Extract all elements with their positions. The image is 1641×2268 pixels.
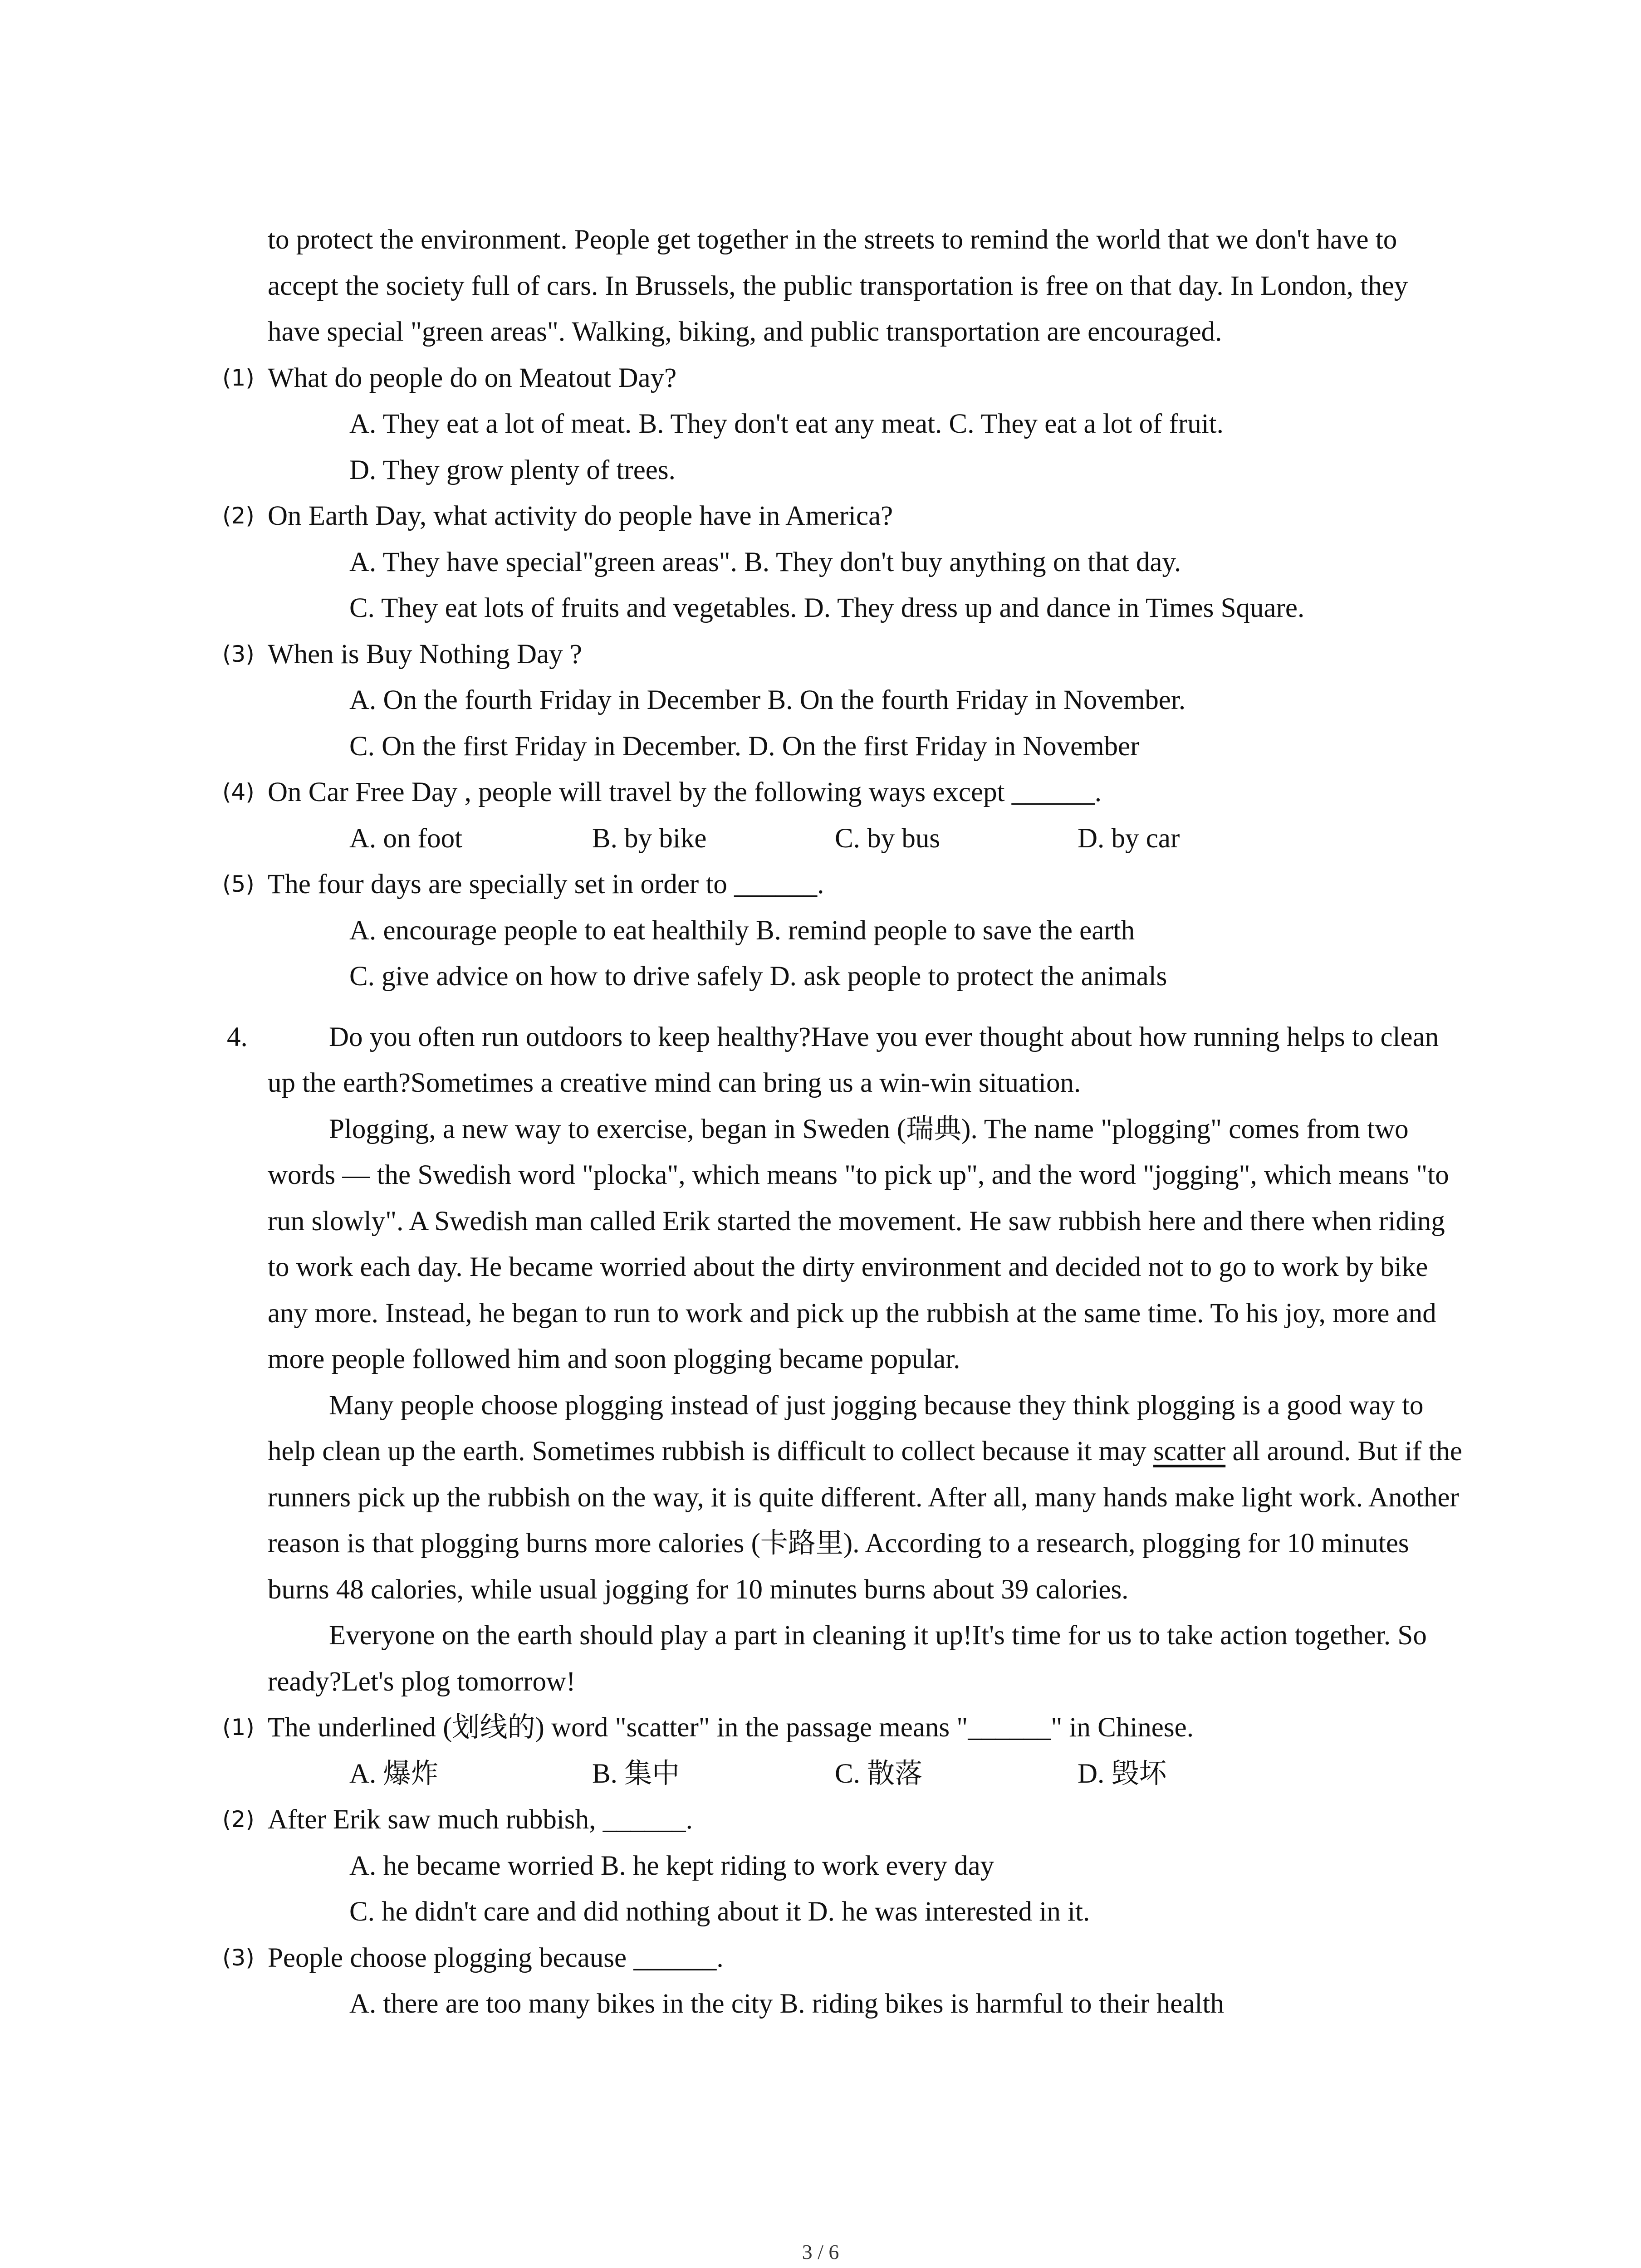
intro-paragraph: to protect the environment. People get together in the streets to remind the world that we don't have to accept the society full of cars. In Brussels, the public transportation is free on that day. In London, they have special "green areas". Walking, biking, and public transportation are encouraged. <box>268 225 1408 347</box>
option-grid <box>268 816 1465 862</box>
question-block <box>222 1705 1465 1751</box>
question-block <box>222 1935 1465 1981</box>
question-number: (2) <box>222 503 255 529</box>
question-text: After Erik saw much rubbish, ______. <box>268 1804 693 1835</box>
question-block <box>222 631 1465 678</box>
option-line: C. give advice on how to drive safely D. ask people to protect the animals <box>349 961 1167 992</box>
page-content <box>222 217 1465 2027</box>
option-line: A. On the fourth Friday in December B. On the fourth Friday in November. <box>349 685 1186 715</box>
question-text: On Car Free Day , people will travel by the following ways except ______. <box>268 777 1102 807</box>
option-line: C. They eat lots of fruits and vegetables. D. They dress up and dance in Times Square. <box>349 593 1305 623</box>
option-line: D. They grow plenty of trees. <box>349 455 676 485</box>
item-number: 4. <box>227 1022 248 1052</box>
question-number: (4) <box>222 779 255 805</box>
question-text: People choose plogging because ______. <box>268 1942 724 1973</box>
underlined-word: scatter <box>1153 1436 1226 1466</box>
question-text: When is Buy Nothing Day ? <box>268 639 582 670</box>
option-line: A. he became worried B. he kept riding to work every day <box>349 1850 994 1881</box>
question-block <box>222 1797 1465 1843</box>
passage-paragraph-3 <box>268 1383 1465 1613</box>
question-text: On Earth Day, what activity do people have in America? <box>268 501 893 531</box>
paragraph-text: Many people choose plogging instead of just jogging because they think plogging is a good way to help clean up the earth. Sometimes rubbish is difficult to collect because it may <box>268 1390 1424 1466</box>
question-text: What do people do on Meatout Day? <box>268 362 677 393</box>
question-number: (1) <box>222 1714 255 1740</box>
option-line: A. They eat a lot of meat. B. They don't eat any meat. C. They eat a lot of fruit. <box>349 409 1224 439</box>
passage-paragraph-2: Plogging, a new way to exercise, began in Sweden (瑞典). The name "plogging" comes from two words — the Swedish word "plocka", which means "to pick up", and the word "jogging", which means "to run slowly". A Swedish man called Erik started the movement. He saw rubbish here and there when riding to work each day. He became worried about the dirty environment and decided not to go to work by bike any more. Instead, he began to run to work and pick up the rubbish at the same time. To his joy, more and more people followed him and soon plogging became popular. <box>268 1114 1449 1374</box>
question-text: The underlined (划线的) word "scatter" in the passage means "______" in Chinese. <box>268 1712 1194 1743</box>
option-line: C. he didn't care and did nothing about it D. he was interested in it. <box>349 1897 1090 1927</box>
option-line: A. encourage people to eat healthily B. remind people to save the earth <box>349 915 1135 946</box>
option-c: C. 散落 <box>835 1758 923 1789</box>
question-number: (2) <box>222 1806 255 1833</box>
option-d: D. 毁坏 <box>1078 1758 1167 1789</box>
option-line: C. On the first Friday in December. D. On the first Friday in November <box>349 731 1140 762</box>
option-a: A. 爆炸 <box>349 1758 439 1789</box>
paragraph-text: all around. But if the runners pick up the rubbish on the way, it is quite different. After all, many hands make light work. Another reason is that plogging burns more calories (卡路里). According to a research, plogging for 10 minutes burns 48 calories, while usual jogging for 10 minutes burns about 39 calories. <box>268 1436 1462 1605</box>
option-grid <box>268 1751 1465 1797</box>
option-b: B. by bike <box>592 823 707 854</box>
passage-paragraph-1: Do you often run outdoors to keep healthy?Have you ever thought about how running helps to clean up the earth?Sometimes a creative mind can bring us a win-win situation. <box>268 1022 1439 1098</box>
option-c: C. by bus <box>835 823 941 854</box>
question-block <box>222 861 1465 908</box>
option-d: D. by car <box>1078 823 1180 854</box>
option-line: A. there are too many bikes in the city B. riding bikes is harmful to their health <box>349 1989 1224 2019</box>
question-text: The four days are specially set in order to ______. <box>268 869 824 899</box>
question-block <box>222 769 1465 816</box>
option-line: A. They have special"green areas". B. They don't buy anything on that day. <box>349 547 1181 577</box>
question-block <box>222 355 1465 401</box>
question-number: (3) <box>222 640 255 667</box>
option-b: B. 集中 <box>592 1758 680 1789</box>
question-block <box>222 493 1465 539</box>
page-number: 3 / 6 <box>802 2240 839 2263</box>
question-number: (3) <box>222 1944 255 1971</box>
reading-item-4 <box>227 1014 1465 1106</box>
passage-paragraph-4: Everyone on the earth should play a part in cleaning it up!It's time for us to take action together. So ready?Let's plog tomorrow! <box>268 1620 1427 1697</box>
question-number: (1) <box>222 364 255 391</box>
option-a: A. on foot <box>349 823 463 854</box>
question-number: (5) <box>222 871 255 897</box>
